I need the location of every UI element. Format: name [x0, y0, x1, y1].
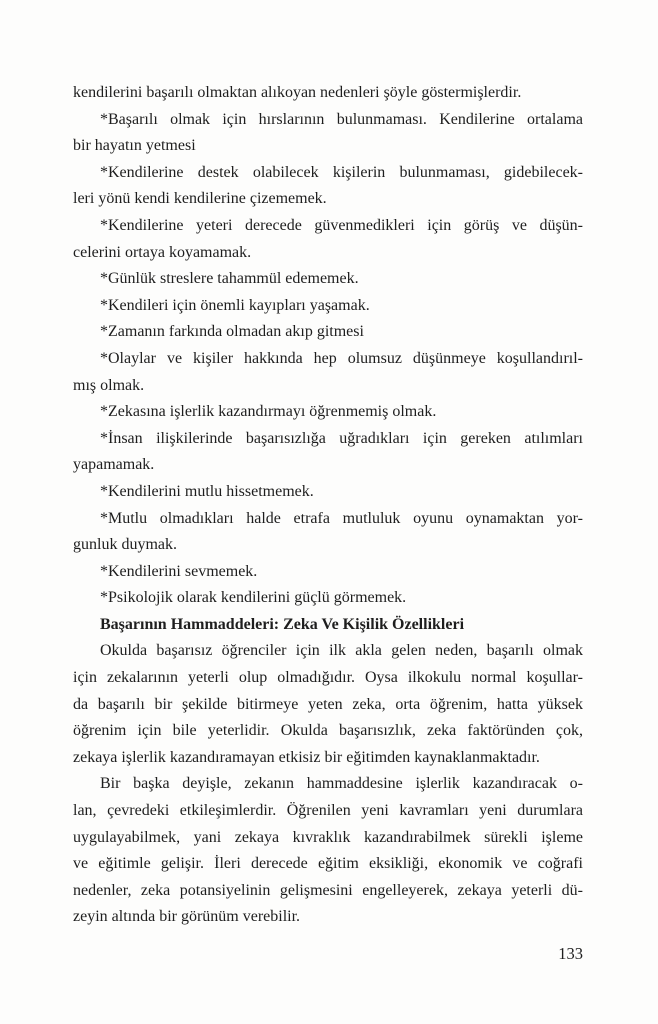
text-line: *Kendilerine destek olabilecek kişilerin bulunmaması, gidebilecek-: [100, 163, 583, 181]
text-line: *Mutlu olmadıkları halde etrafa mutluluk oyunu oynamaktan yor-: [100, 509, 583, 527]
text-line: da başarılı bir şekilde bitirmeye yeten zeka, orta öğrenim, hatta yüksek: [73, 695, 583, 713]
text-line: lan, çevredeki etkileşimlerdir. Öğrenilen yeni kavramları yeni durumlara: [73, 802, 583, 820]
text-line: *Olaylar ve kişiler hakkında hep olumsuz düşünmeye koşullandırıl-: [100, 349, 583, 367]
text-line: *Kendilerini sevmemek.: [100, 562, 258, 580]
text-line: mış olmak.: [73, 376, 145, 394]
text-line: ve eğitimle gelişir. İleri derecede eğitim eksikliği, ekonomik ve coğrafi: [73, 855, 583, 873]
text-line: öğrenim için bile yeterlidir. Okulda başarısızlık, zeka faktöründen çok,: [73, 722, 583, 740]
text-line: zeyin altında bir görünüm verebilir.: [73, 908, 301, 926]
text-line: Okulda başarısız öğrenciler için ilk akla gelen neden, başarılı olmak: [100, 642, 583, 660]
text-line: yapamamak.: [73, 456, 155, 474]
text-line: için zekalarının yeterli olup olmadığıdır. Oysa ilkokulu normal koşullar-: [73, 669, 583, 687]
text-line: *Zekasına işlerlik kazandırmayı öğrenmemiş olmak.: [100, 403, 437, 421]
page-body: [73, 80, 583, 931]
text-line: celerini ortaya koyamamak.: [73, 243, 252, 261]
text-line: *Kendilerini mutlu hissetmemek.: [100, 482, 314, 500]
text-line: *Günlük streslere tahammül edememek.: [100, 270, 359, 288]
page-number: 133: [558, 944, 583, 963]
text-line: nedenler, zeka potansiyelinin gelişmesini engelleyerek, zekaya yeterli dü-: [73, 881, 583, 899]
text-line: *Başarılı olmak için hırslarının bulunmaması. Kendilerine ortalama: [100, 110, 583, 128]
text-line: leri yönü kendi kendilerine çizememek.: [73, 190, 327, 208]
text-line: kendilerini başarılı olmaktan alıkoyan nedenleri şöyle göstermişlerdir.: [73, 84, 522, 101]
text-line: Başarının Hammaddeleri: Zeka Ve Kişilik Özellikleri: [100, 615, 465, 633]
text-line: bir hayatın yetmesi: [73, 137, 196, 155]
text-line: Bir başka deyişle, zekanın hammaddesine işlerlik kazandıracak o-: [100, 775, 583, 793]
text-line: *İnsan ilişkilerinde başarısızlığa uğradıkları için gereken atılımları: [100, 429, 583, 447]
text-line: gunluk duymak.: [73, 536, 177, 554]
text-line: *Kendileri için önemli kayıpları yaşamak.: [100, 296, 370, 314]
text-line: *Psikolojik olarak kendilerini güçlü görmemek.: [100, 589, 407, 607]
text-line: *Kendilerine yeteri derecede güvenmedikleri için görüş ve düşün-: [100, 216, 583, 234]
text-line: *Zamanın farkında olmadan akıp gitmesi: [100, 323, 364, 341]
text-line: uygulayabilmek, yani zekaya kıvraklık kazandırabilmek sürekli işleme: [73, 828, 583, 846]
text-line: zekaya işlerlik kazandıramayan etkisiz bir eğitimden kaynaklanmaktadır.: [73, 748, 540, 766]
